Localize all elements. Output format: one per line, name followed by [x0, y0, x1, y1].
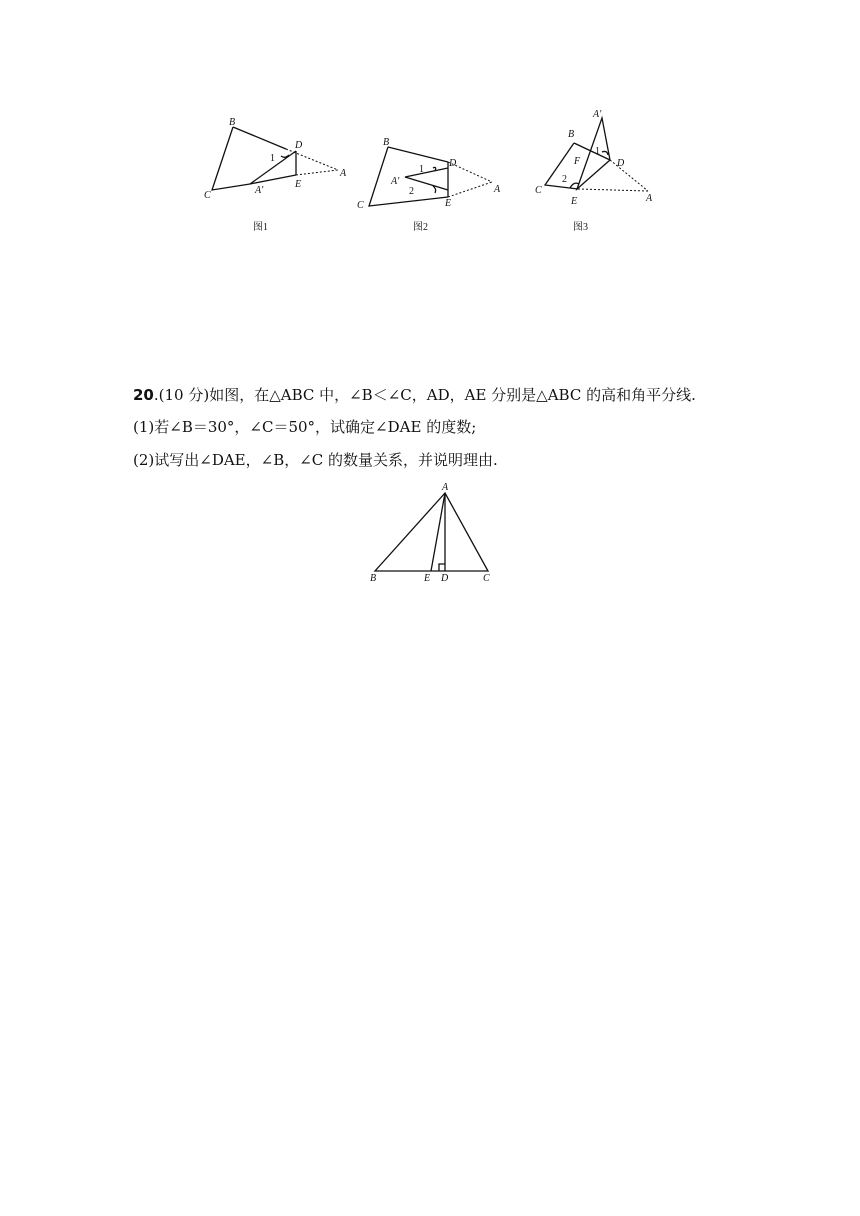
label-B: B — [383, 137, 390, 148]
label-D: D — [441, 573, 449, 584]
label-A: A — [340, 168, 347, 179]
figure-2-caption: 图2 — [413, 222, 428, 233]
label-E: E — [445, 198, 452, 209]
angle-1-label: 1 — [270, 153, 275, 164]
label-A-prime: A′ — [391, 176, 400, 187]
angle-2-label: 2 — [562, 174, 567, 185]
label-C: C — [535, 185, 542, 196]
label-A-prime: A′ — [593, 109, 602, 120]
figure-2 — [355, 130, 510, 240]
label-D: D — [617, 158, 625, 169]
label-C: C — [357, 200, 364, 211]
question-20-stem: 20.(10 分)如图，在△ABC 中，∠B＜∠C，AD，AE 分别是△ABC 的高和角平分线. — [133, 386, 696, 404]
question-20-part-1: (1)若∠B＝30°，∠C＝50°，试确定∠DAE 的度数; — [133, 418, 477, 436]
figure-3-caption: 图3 — [573, 222, 588, 233]
angle-1-label: 1 — [595, 146, 600, 157]
label-B: B — [568, 129, 575, 140]
label-A: A — [646, 193, 653, 204]
figure-1-caption: 图1 — [253, 222, 268, 233]
figure-question-20 — [360, 478, 500, 588]
question-number: 20 — [133, 386, 154, 404]
label-A: A — [442, 482, 449, 493]
label-C: C — [204, 190, 211, 201]
figure-1 — [195, 105, 355, 240]
figure-3 — [530, 105, 660, 240]
label-D: D — [295, 140, 303, 151]
question-20-part-2: (2)试写出∠DAE，∠B，∠C 的数量关系，并说明理由. — [133, 451, 498, 469]
angle-1-label: 1 — [419, 164, 424, 175]
label-A: A — [494, 184, 501, 195]
label-E: E — [571, 196, 578, 207]
label-E: E — [424, 573, 431, 584]
label-C: C — [483, 573, 490, 584]
label-B: B — [229, 117, 236, 128]
angle-2-label: 2 — [409, 186, 414, 197]
label-E: E — [295, 179, 302, 190]
label-D: D — [449, 158, 457, 169]
label-B: B — [370, 573, 377, 584]
label-F: F — [574, 156, 581, 167]
label-A-prime: A′ — [255, 185, 264, 196]
